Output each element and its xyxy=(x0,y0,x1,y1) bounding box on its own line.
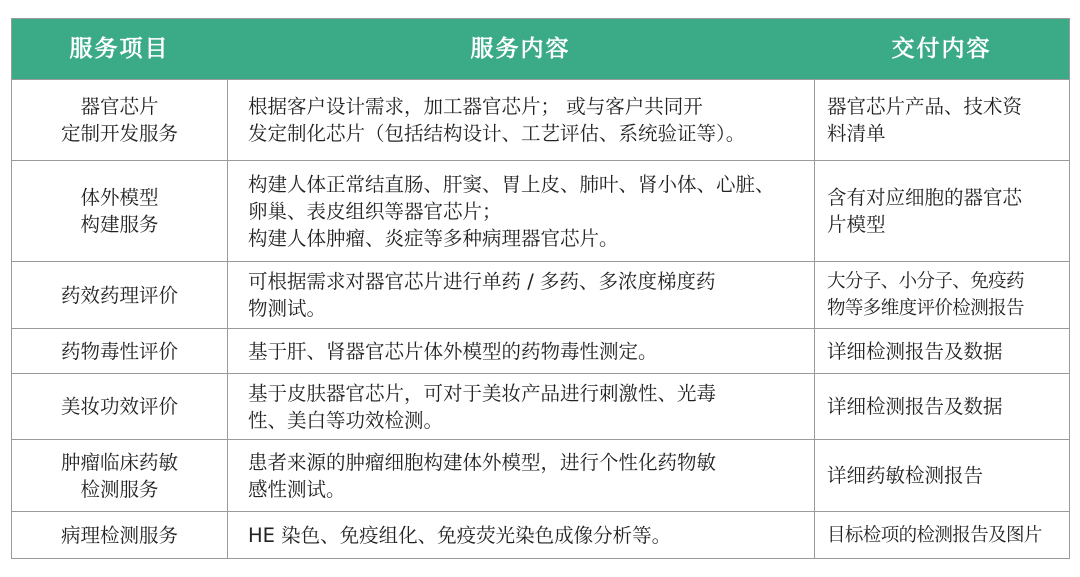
table-row xyxy=(12,261,1069,328)
table-row xyxy=(12,511,1069,558)
row-item: 美妆功效评价 xyxy=(60,395,178,418)
row-item: 肿瘤临床药敏 检测服务 xyxy=(60,450,178,501)
table-row xyxy=(12,439,1069,511)
row-item: 药效药理评价 xyxy=(60,283,178,307)
header-service-content: 服务内容 xyxy=(470,36,571,62)
row-deliverable: 大分子、小分子、免疫药 物等多维度评价检测报告 xyxy=(827,271,1024,319)
row-content: 患者来源的肿瘤细胞构建体外模型，进行个性化药物敏 感性测试。 xyxy=(248,450,717,501)
row-deliverable: 含有对应细胞的器官芯 片模型 xyxy=(827,186,1023,236)
row-deliverable: 器官芯片产品、技术资 料清单 xyxy=(827,95,1023,145)
table-header xyxy=(12,19,1069,79)
table-row xyxy=(12,160,1069,261)
header-service-item: 服务项目 xyxy=(69,36,170,62)
row-item: 病理检测服务 xyxy=(60,523,178,547)
row-item: 器官芯片 定制开发服务 xyxy=(60,95,178,145)
row-content: HE 染色、免疫组化、免疫荧光染色成像分析等。 xyxy=(248,523,672,547)
row-item: 体外模型 构建服务 xyxy=(80,186,159,236)
table-row xyxy=(12,373,1069,439)
table-row xyxy=(12,79,1069,160)
row-content: 构建人体正常结直肠、肝窦、胃上皮、肺叶、肾小体、心脏、 卵巢、表皮组织等器官芯片； 构建人体肿瘤、炎症等多种病理器官芯片。 xyxy=(248,172,775,250)
row-deliverable: 详细检测报告及数据 xyxy=(827,395,1003,418)
row-item: 药物毒性评价 xyxy=(60,339,178,363)
row-content: 基于肝、肾器官芯片体外模型的药物毒性测定。 xyxy=(248,339,658,363)
row-deliverable: 详细药敏检测报告 xyxy=(827,464,984,487)
row-deliverable: 详细检测报告及数据 xyxy=(827,339,1003,363)
service-table xyxy=(11,18,1070,559)
header-deliverable: 交付内容 xyxy=(891,36,992,62)
row-content: 根据客户设计需求，加工器官芯片； 或与客户共同开 发定制化芯片（包括结构设计、工艺评估、系统验证等）。 xyxy=(248,95,746,145)
row-content: 基于皮肤器官芯片，可对于美妆产品进行刺激性、光毒 性、美白等功效检测。 xyxy=(248,381,717,432)
table-row xyxy=(12,328,1069,373)
row-deliverable: 目标检项的检测报告及图片 xyxy=(827,524,1042,546)
row-content: 可根据需求对器官芯片进行单药 / 多药、多浓度梯度药 物测试。 xyxy=(248,270,716,320)
